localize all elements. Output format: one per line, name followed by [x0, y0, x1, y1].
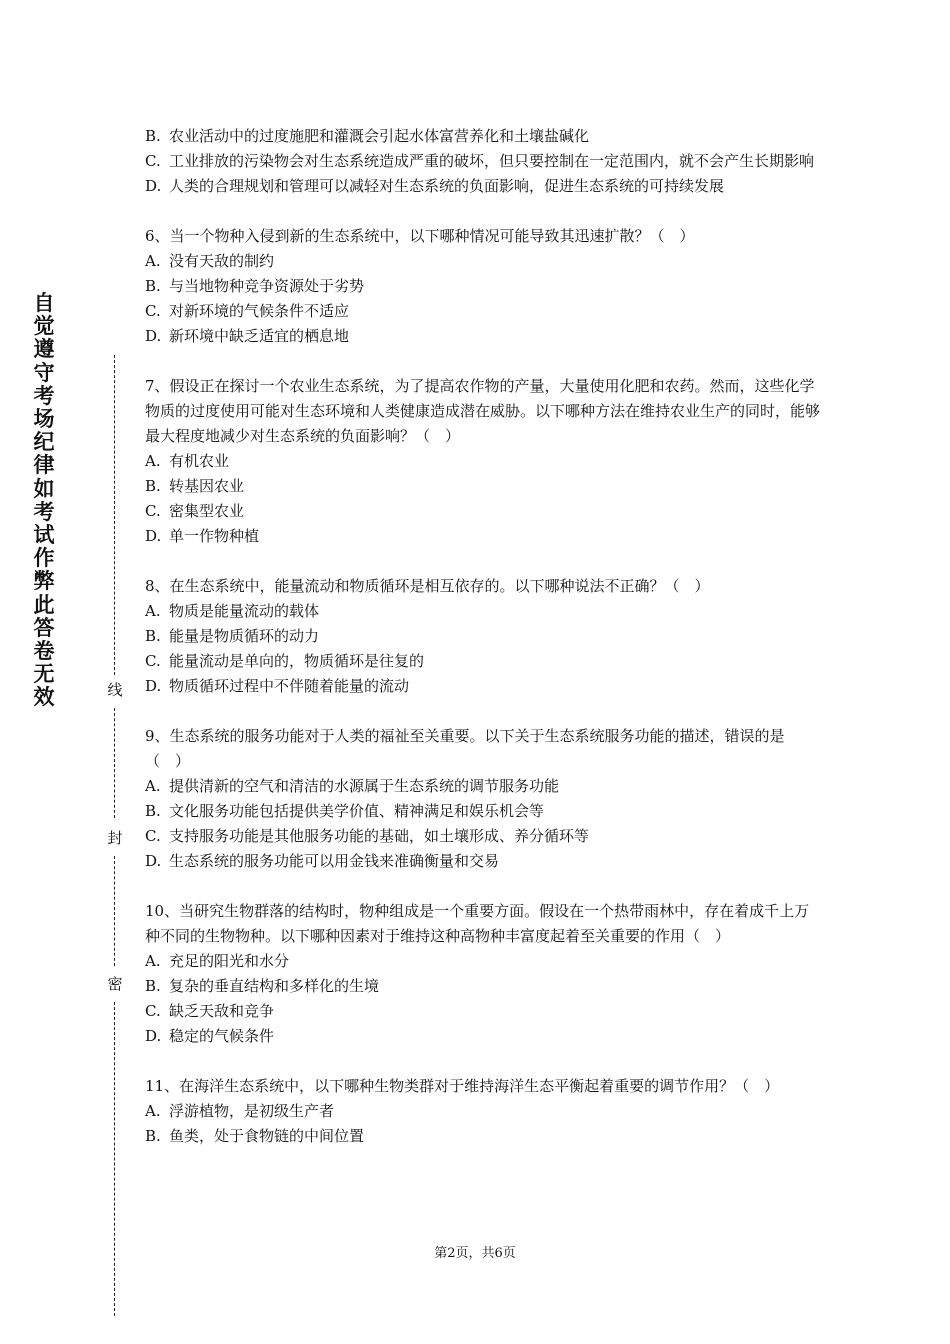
option-b: B. 与当地物种竞争资源处于劣势	[145, 277, 365, 295]
option-d: D. 单一作物种植	[145, 527, 260, 545]
option-d: D. 新环境中缺乏适宜的栖息地	[145, 327, 350, 345]
option-b: B. 文化服务功能包括提供美学价值、精神满足和娱乐机会等	[145, 802, 545, 820]
question-8	[145, 574, 820, 699]
binding-label-line: 线	[107, 681, 123, 699]
option-a: A. 物质是能量流动的载体	[145, 602, 320, 620]
option-a: A. 没有天敌的制约	[145, 252, 275, 270]
option-d: D. 稳定的气候条件	[145, 1027, 275, 1045]
option-c: C. 支持服务功能是其他服务功能的基础，如土壤形成、养分循环等	[145, 827, 590, 845]
binding-line-segment-1	[114, 355, 115, 675]
option-c: C. 缺乏天敌和竞争	[145, 1002, 275, 1020]
option-d: D. 人类的合理规划和管理可以减轻对生态系统的负面影响，促进生态系统的可持续发展	[145, 177, 725, 195]
question-stem: 11、在海洋生态系统中，以下哪种生物类群对于维持海洋生态平衡起着重要的调节作用？（ ）	[145, 1077, 780, 1095]
question-stem: 9、生态系统的服务功能对于人类的福祉至关重要。以下关于生态系统服务功能的描述，错误的是（ ）	[145, 727, 785, 770]
question-10	[145, 899, 820, 1049]
option-d: D. 生态系统的服务功能可以用金钱来准确衡量和交易	[145, 852, 500, 870]
question-content	[145, 124, 820, 1174]
option-b: B. 能量是物质循环的动力	[145, 627, 320, 645]
page-number-footer: 第2页，共6页	[434, 1246, 516, 1261]
option-c: C. 能量流动是单向的，物质循环是往复的	[145, 652, 425, 670]
binding-label-seal: 封	[107, 829, 123, 847]
binding-line-segment-2	[114, 708, 115, 818]
option-c: C. 密集型农业	[145, 502, 245, 520]
prev-question-continuation	[145, 124, 820, 199]
question-stem: 7、假设正在探讨一个农业生态系统，为了提高农作物的产量，大量使用化肥和农药。然而，这些化学物质的过度使用可能对生态环境和人类健康造成潜在威胁。以下哪种方法在维持农业生产的同时，能够最大程度地减少对生态系统的负面影响？（ ）	[145, 377, 821, 445]
option-a: A. 有机农业	[145, 452, 230, 470]
binding-line-segment-3	[114, 856, 115, 966]
option-a: A. 浮游植物，是初级生产者	[145, 1102, 335, 1120]
option-a: A. 充足的阳光和水分	[145, 952, 290, 970]
binding-label-secret: 密	[107, 975, 123, 993]
option-b: B. 鱼类，处于食物链的中间位置	[145, 1127, 365, 1145]
option-c: C. 工业排放的污染物会对生态系统造成严重的破坏，但只要控制在一定范围内，就不会产生长期影响	[145, 152, 815, 170]
option-b: B. 复杂的垂直结构和多样化的生境	[145, 977, 380, 995]
option-c: C. 对新环境的气候条件不适应	[145, 302, 350, 320]
question-6	[145, 224, 820, 349]
option-b: B. 转基因农业	[145, 477, 245, 495]
question-11	[145, 1074, 820, 1149]
binding-line-segment-4	[114, 1002, 115, 1316]
question-stem: 10、当研究生物群落的结构时，物种组成是一个重要方面。假设在一个热带雨林中，存在着成千上万种不同的生物物种。以下哪种因素对于维持这种高物种丰富度起着至关重要的作用（ ）	[145, 902, 810, 945]
question-9	[145, 724, 820, 874]
option-b: B. 农业活动中的过度施肥和灌溉会引起水体富营养化和土壤盐碱化	[145, 127, 590, 145]
option-a: A. 提供清新的空气和清洁的水源属于生态系统的调节服务功能	[145, 777, 560, 795]
option-d: D. 物质循环过程中不伴随着能量的流动	[145, 677, 410, 695]
question-stem: 6、当一个物种入侵到新的生态系统中，以下哪种情况可能导致其迅速扩散？（ ）	[145, 227, 695, 245]
exam-discipline-notice: 自觉遵守考场纪律如考试作弊此答卷无效	[33, 291, 55, 710]
question-stem: 8、在生态系统中，能量流动和物质循环是相互依存的。以下哪种说法不正确？（ ）	[145, 577, 710, 595]
question-7	[145, 374, 820, 549]
